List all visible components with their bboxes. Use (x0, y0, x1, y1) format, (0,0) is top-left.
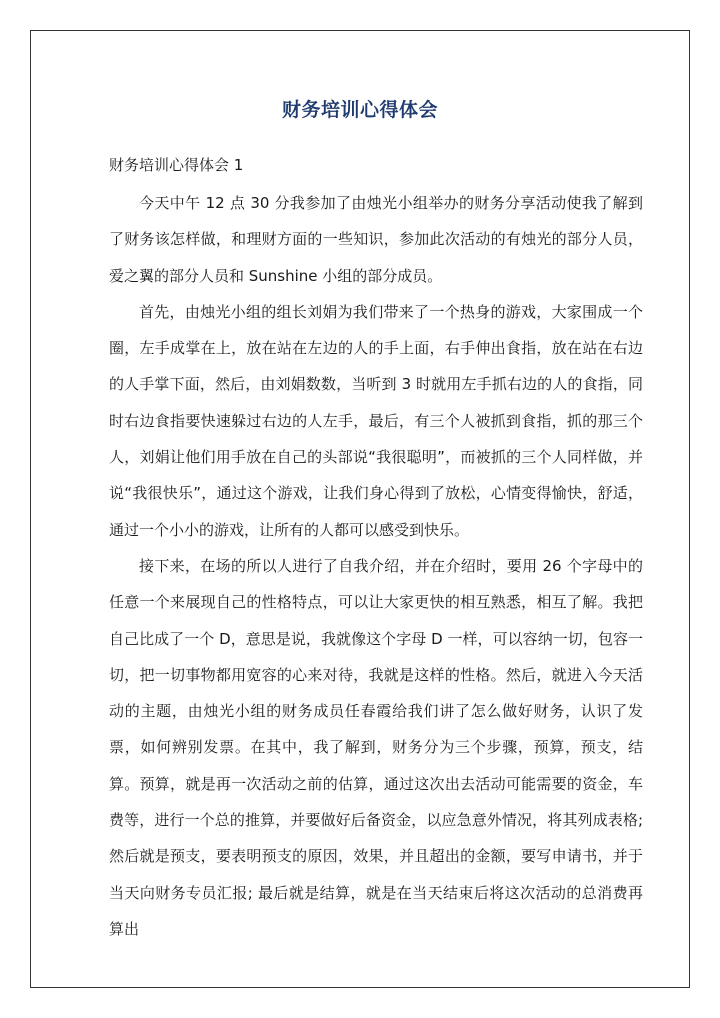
paragraph-1: 今天中午 12 点 30 分我参加了由烛光小组举办的财务分享活动使我了解到了财务该怎样做，和理财方面的一些知识，参加此次活动的有烛光的部分人员，爱之翼的部分人员和 Sunshine 小组的部分成员。 (109, 194, 643, 285)
paragraph-3: 接下来，在场的所以人进行了自我介绍，并在介绍时，要用 26 个字母中的任意一个来展现自己的性格特点，可以让大家更快的相互熟悉，相互了解。我把自己比成了一个 D，意思是说，我就像这个字母 D 一样，可以容纳一切，包容一切，把一切事物都用宽容的心来对待，我就是这样的性格。然后，就进入今天活动的主题，由烛光小组的财务成员任春霞给我们讲了怎么做好财务，认识了发票，如何辨别发票。在其中，我了解到，财务分为三个步骤，预算，预支，结算。预算，就是再一次活动之前的估算，通过这次出去活动可能需要的资金，车费等，进行一个总的推算，并要做好后备资金，以应急意外情况，将其列成表格; 然后就是预支，要表明预支的原因，效果，并且超出的金额，要写申请书，并于当天向财务专员汇报; 最后就是结算，就是在当天结束后将这次活动的总消费再算出 (109, 556, 643, 938)
section-heading: 财务培训心得体会 1 (109, 156, 244, 174)
document-body (109, 185, 643, 947)
document-title: 财务培训心得体会 (281, 99, 438, 121)
document-page (30, 30, 690, 988)
paragraph-2: 首先，由烛光小组的组长刘娟为我们带来了一个热身的游戏，大家围成一个圈，左手成掌在上，放在站在左边的人的手上面，右手伸出食指，放在站在右边的人手掌下面，然后，由刘娟数数，当听到 3 时就用左手抓右边的人的食指，同时右边食指要快速躲过右边的人左手，最后，有三个人被抓到食指，抓的那三个人，刘娟让他们用手放在自己的头部说“我很聪明”，而被抓的三个人同样做，并说“我很快乐”，通过这个游戏，让我们身心得到了放松，心情变得愉快，舒适，通过一个小小的游戏，让所有的人都可以感受到快乐。 (109, 302, 643, 539)
